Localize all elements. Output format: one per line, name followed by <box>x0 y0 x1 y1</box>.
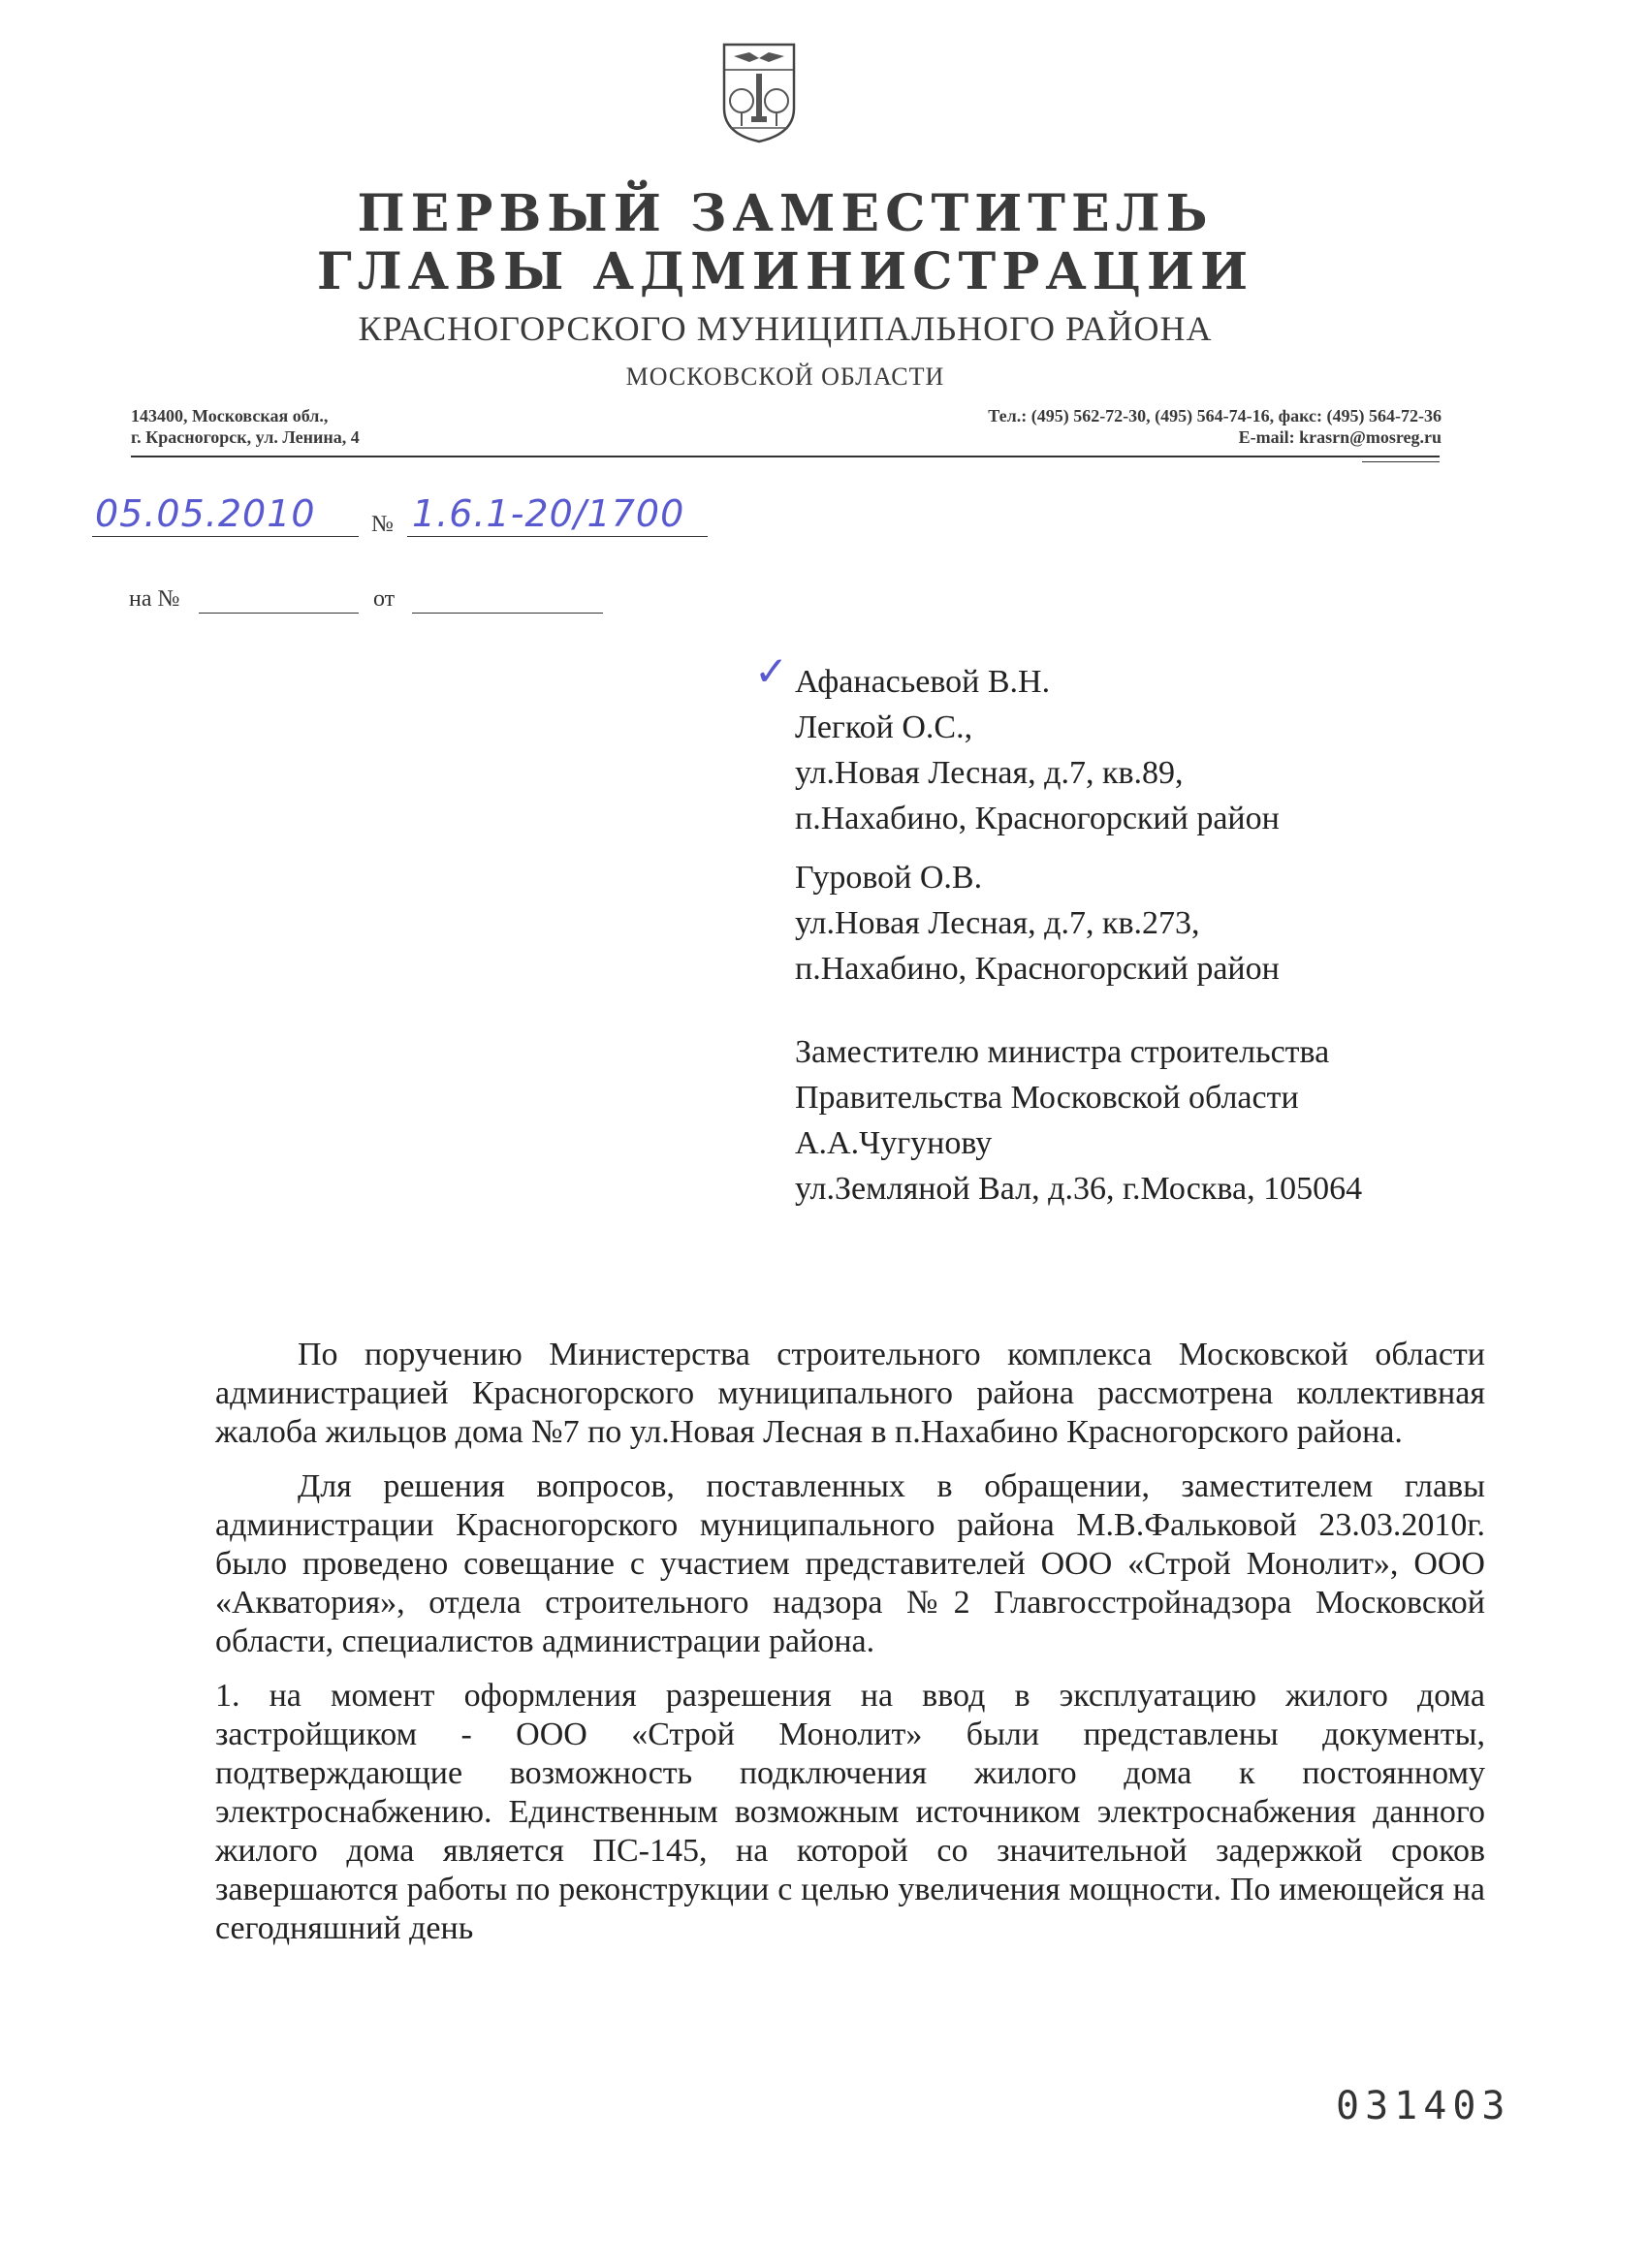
address-line2: г. Красногорск, ул. Ленина, 4 <box>131 427 360 447</box>
reply-to-blank <box>199 613 359 614</box>
recipient-line: ул.Земляной Вал, д.36, г.Москва, 105064 <box>795 1171 1363 1207</box>
recipient-line: п.Нахабино, Красногорский район <box>795 801 1280 836</box>
header-divider-short <box>1362 461 1440 462</box>
recipient-line: Афанасьевой В.Н. <box>795 664 1051 700</box>
sender-contacts <box>988 405 1442 448</box>
email: E-mail: krasrn@mosreg.ru <box>1238 427 1442 447</box>
letter-body <box>215 1336 1485 1948</box>
from-label: от <box>373 586 396 612</box>
recipient-line: Правительства Московской области <box>795 1080 1299 1116</box>
registration-date: 05.05.2010 <box>95 492 316 535</box>
phone-fax: Тел.: (495) 562-72-30, (495) 564-74-16, факс: (495) 564-72-36 <box>988 406 1442 425</box>
header-title-line1: ПЕРВЫЙ ЗАМЕСТИТЕЛЬ <box>357 184 1214 243</box>
check-mark-icon: ✓ <box>754 647 789 695</box>
header-divider <box>131 456 1440 457</box>
header-region: МОСКОВСКОЙ ОБЛАСТИ <box>625 362 945 391</box>
number-underline <box>407 536 708 537</box>
recipient-block <box>795 855 1280 992</box>
date-underline <box>92 536 359 537</box>
body-list-item: 1. на момент оформления разрешения на ввод в эксплуатацию жилого дома застройщиком - ООО «Строй Монолит» были представлены документы, подтверждающие возможность подключения жилого дома к постоянному электроснабжению. Единственным возможным источником электроснабжения данного жилого дома является ПС-145, на которой со значительной задержкой сроков завершаются работы по реконструкции с целью увеличения мощности. По имеющейся на сегодняшний день <box>215 1678 1485 1946</box>
body-paragraph: По поручению Министерства строительного комплекса Московской области администрацией Красногорского муниципального района рассмотрена коллективная жалоба жильцов дома №7 по ул.Новая Лесная в п.Нахабино Красногорского района. <box>215 1337 1485 1450</box>
header-subtitle: КРАСНОГОРСКОГО МУНИЦИПАЛЬНОГО РАЙОНА <box>358 309 1213 348</box>
address-line1: 143400, Московская обл., <box>131 406 329 425</box>
recipient-line: Легкой О.С., <box>795 709 973 745</box>
recipient-block <box>795 1029 1362 1212</box>
recipient-block <box>795 659 1280 841</box>
document-serial-number: 031403 <box>1336 2084 1511 2128</box>
recipient-line: ул.Новая Лесная, д.7, кв.273, <box>795 905 1200 941</box>
recipient-line: А.А.Чугунову <box>795 1125 993 1161</box>
header-title-line2: ГЛАВЫ АДМИНИСТРАЦИИ <box>316 242 1254 301</box>
number-label: № <box>371 512 394 537</box>
recipient-line: ул.Новая Лесная, д.7, кв.89, <box>795 755 1184 791</box>
sender-address <box>131 405 360 448</box>
recipient-line: п.Нахабино, Красногорский район <box>795 951 1280 987</box>
body-paragraph: Для решения вопросов, поставленных в обращении, заместителем главы администрации Красногорского муниципального района М.В.Фальковой 23.03.2010г. было проведено совещание с участием представителей ООО «Строй Монолит», ООО «Акватория», отдела строительного надзора №2 Главгосстройнадзора Московской области, специалистов администрации района. <box>215 1468 1485 1659</box>
recipient-line: Гуровой О.В. <box>795 860 983 896</box>
recipient-line: Заместителю министра строительства <box>795 1034 1330 1070</box>
reply-to-label: на № <box>129 586 180 612</box>
registration-number: 1.6.1-20/1700 <box>412 492 685 535</box>
coat-of-arms-icon <box>720 41 798 143</box>
from-blank <box>412 613 603 614</box>
